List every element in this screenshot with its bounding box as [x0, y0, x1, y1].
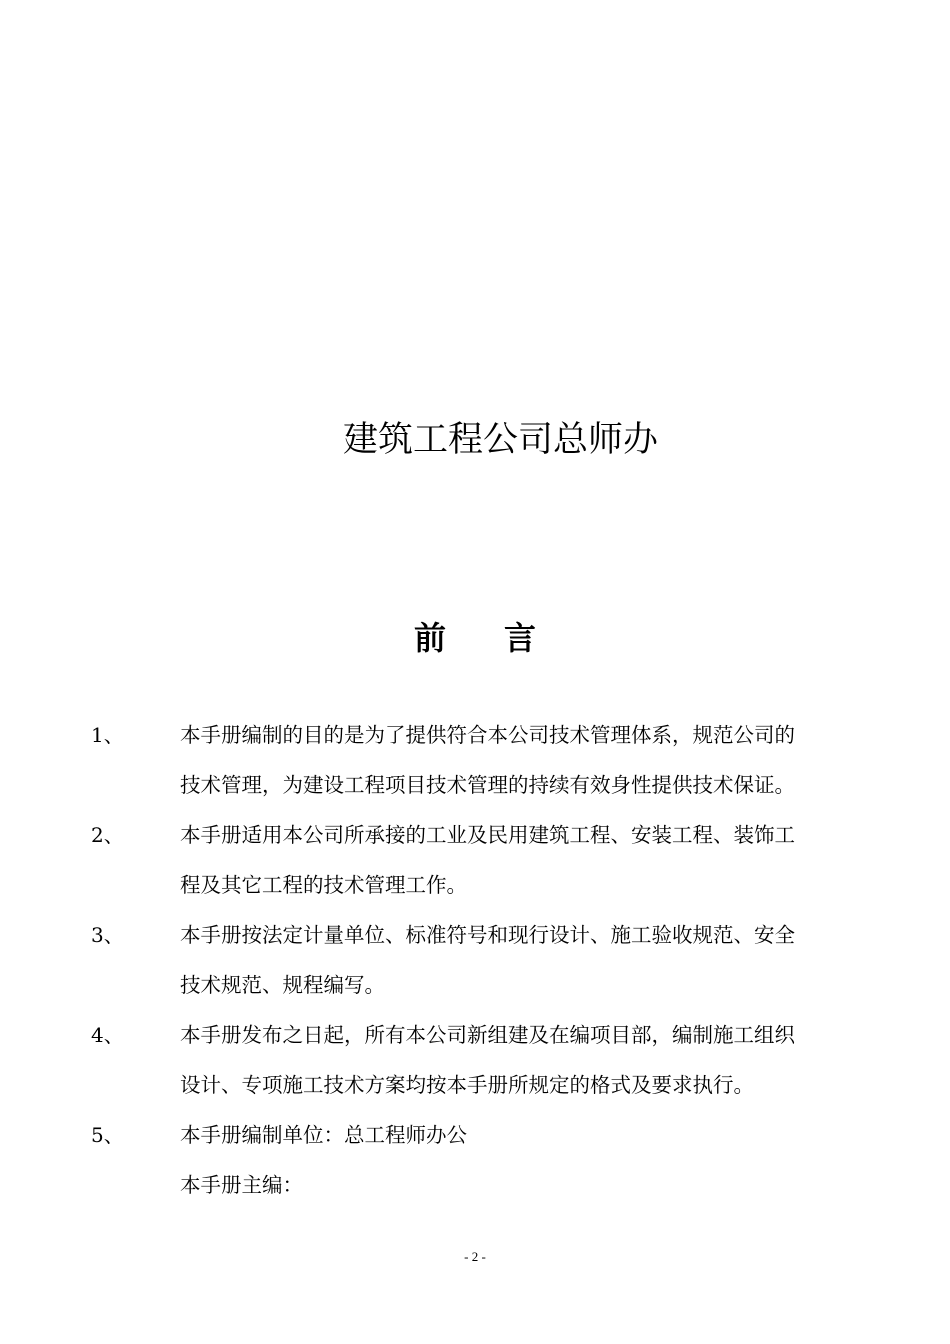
- item-number: 2、: [91, 823, 124, 847]
- item-line: 本手册适用本公司所承接的工业及民用建筑工程、安装工程、装饰工: [180, 823, 795, 847]
- item-line: 本手册主编：: [180, 1173, 303, 1197]
- item-line: 本手册编制的目的是为了提供符合本公司技术管理体系，规范公司的: [180, 723, 795, 747]
- item-number: 5、: [91, 1123, 124, 1147]
- item-line: 技术管理，为建设工程项目技术管理的持续有效身性提供技术保证。: [180, 773, 795, 797]
- item-line: 设计、专项施工技术方案均按本手册所规定的格式及要求执行。: [180, 1073, 754, 1097]
- item-number: 3、: [91, 923, 124, 947]
- preface-heading-right: 言: [504, 619, 537, 657]
- preface-heading: [414, 615, 536, 661]
- item-line: 本手册发布之日起，所有本公司新组建及在编项目部，编制施工组织: [180, 1023, 795, 1047]
- preface-heading-left: 前: [414, 619, 447, 657]
- item-line: 本手册编制单位：总工程师办公: [180, 1123, 467, 1147]
- item-number: 1、: [91, 723, 124, 747]
- item-line: 本手册按法定计量单位、标准符号和现行设计、施工验收规范、安全: [180, 923, 795, 947]
- item-line: 技术规范、规程编写。: [180, 973, 385, 997]
- company-title: 建筑工程公司总师办: [343, 420, 659, 460]
- item-number: 4、: [91, 1023, 124, 1047]
- page-number: - 2 -: [464, 1249, 486, 1264]
- item-line: 程及其它工程的技术管理工作。: [180, 873, 467, 897]
